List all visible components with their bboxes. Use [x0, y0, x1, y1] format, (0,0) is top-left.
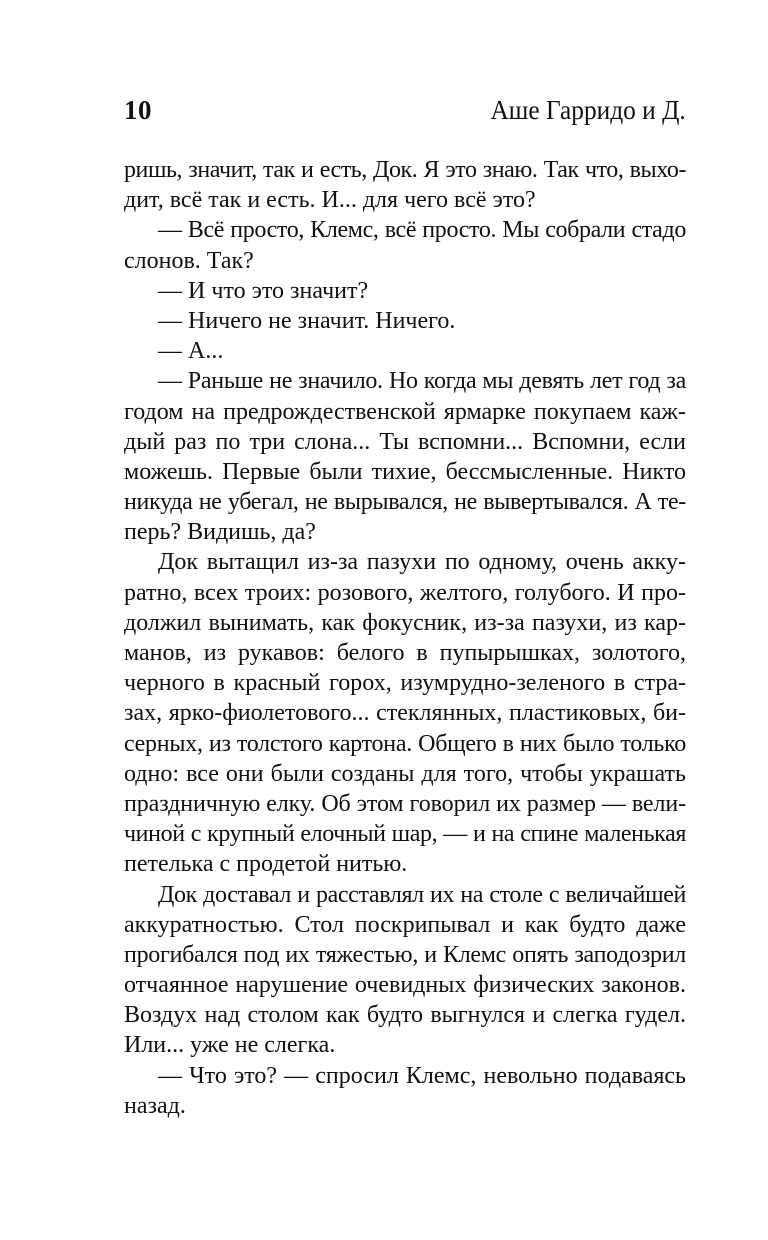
- body-text: [124, 155, 686, 1121]
- text-line: — И что это значит?: [158, 277, 369, 304]
- text-line: ратно, всех троих: розового, желтого, голубого. И про-: [124, 579, 686, 606]
- page-header: [124, 92, 686, 132]
- text-line: никуда не убегал, не вырывался, не вывертывался. А те-: [124, 489, 686, 516]
- text-line: можешь. Первые были тихие, бессмысленные. Никто: [124, 458, 686, 485]
- text-line: слонов. Так?: [124, 247, 254, 274]
- text-line: отчаянное нарушение очевидных физических законов.: [124, 972, 686, 999]
- text-line: дый раз по три слона... Ты вспомни... Вспомни, если: [124, 428, 686, 455]
- text-line: дит, всё так и есть. И... для чего всё это?: [124, 187, 536, 214]
- text-line: — А...: [158, 338, 224, 365]
- text-line: чиной с крупный елочный шар, — и на спине маленькая: [124, 821, 686, 848]
- text-line: манов, из рукавов: белого в пупырышках, золотого,: [124, 640, 686, 666]
- text-line: — Раньше не значило. Но когда мы девять лет год за: [158, 368, 686, 395]
- text-line: Док вытащил из-за пазухи по одному, очень акку-: [158, 549, 686, 576]
- text-line: годом на предрождественской ярмарке покупаем каж-: [124, 398, 686, 425]
- text-line: праздничную елку. Об этом говорил их размер — вели-: [124, 790, 686, 817]
- text-line: — Что это? — спросил Клемс, невольно подаваясь: [158, 1062, 686, 1089]
- page-number: 10: [124, 95, 152, 125]
- text-line: серных, из толстого картона. Общего в них было только: [124, 730, 686, 757]
- text-line: должил вынимать, как фокусник, из-за пазухи, из кар-: [124, 609, 686, 636]
- text-line: черного в красный горох, изумрудно-зеленого в стра-: [124, 670, 686, 697]
- text-line: Док доставал и расставлял их на столе с величайшей: [158, 881, 686, 908]
- text-line: ришь, значит, так и есть, Док. Я это знаю. Так что, выхо-: [124, 157, 686, 183]
- text-line: одно: все они были созданы для того, чтобы украшать: [124, 760, 686, 787]
- text-line: петелька с продетой нитью.: [124, 851, 408, 878]
- text-line: — Всё просто, Клемс, всё просто. Мы собрали стадо: [158, 217, 686, 244]
- text-line: аккуратностью. Стол поскрипывал и как будто даже: [124, 911, 686, 938]
- text-line: зах, ярко-фиолетового... стеклянных, пластиковых, би-: [124, 700, 686, 727]
- running-title: Аше Гарридо и Д.: [490, 95, 686, 125]
- text-line: Воздух над столом как будто выгнулся и слегка гудел.: [124, 1002, 686, 1029]
- text-line: назад.: [124, 1092, 186, 1119]
- text-line: перь? Видишь, да?: [124, 519, 316, 546]
- text-line: Или... уже не слегка.: [124, 1032, 336, 1059]
- text-line: — Ничего не значит. Ничего.: [158, 307, 456, 334]
- text-line: прогибался под их тяжестью, и Клемс опять заподозрил: [124, 941, 686, 968]
